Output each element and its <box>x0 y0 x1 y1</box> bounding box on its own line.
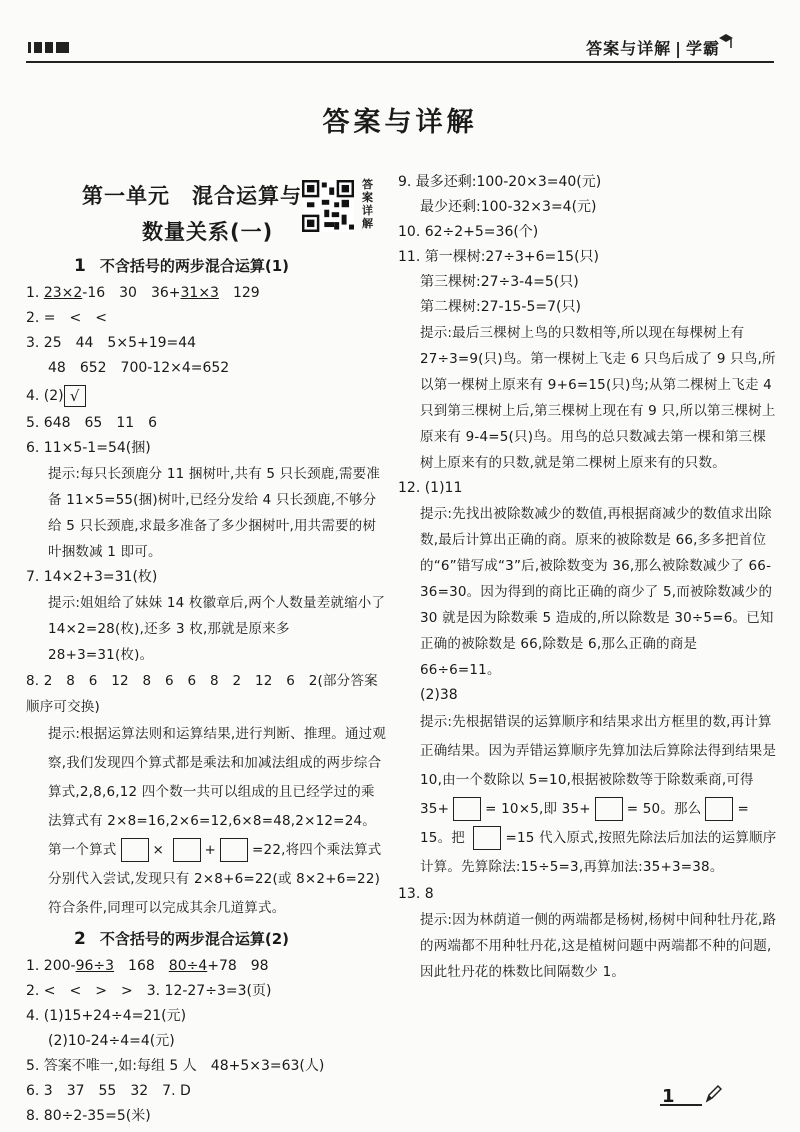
answer-text: 168 <box>114 958 169 974</box>
underlined-step: 96÷3 <box>75 958 115 974</box>
unit-heading <box>26 170 388 250</box>
blank-box <box>173 838 201 862</box>
answer-text: 1. 200- <box>26 958 76 974</box>
hint-text: 10×5,即 35+ <box>501 801 591 817</box>
answer-2-5: 5. 答案不唯一,如:每组 5 人 48+5×3=63(人) <box>26 1058 325 1074</box>
answer-text: 129 <box>218 285 260 301</box>
answer-11b: 第三棵树:27÷3-4=5(只) <box>420 274 579 290</box>
right-column <box>398 170 778 985</box>
blank-box <box>473 826 501 850</box>
answer-2-1 <box>26 954 388 979</box>
answer-2-8: 8. 80÷2-35=5(米) <box>26 1108 151 1124</box>
header-section-label: 答案与详解 <box>586 39 672 58</box>
blank-box <box>595 797 623 821</box>
header-marker <box>28 42 69 53</box>
hint-text: =15 代入原式,按照先除法后加法的运算顺序计算。先算除法:15÷5=3,再算加法:35+3=38。 <box>420 830 777 875</box>
answer-1-5: 5. 648 65 11 6 <box>26 415 158 431</box>
underlined-step: 31×3 <box>180 285 219 301</box>
section-title: 不含括号的两步混合运算(1) <box>99 257 289 275</box>
answer-1-8: 8. 2 8 6 12 8 6 6 8 2 12 6 2(部分答案顺序可交换) <box>26 673 378 715</box>
qr-code-icon[interactable] <box>302 180 354 232</box>
section-title: 不含括号的两步混合运算(2) <box>99 930 289 948</box>
answer-2-6: 6. 3 37 55 32 7. D <box>26 1083 191 1099</box>
hint-text: 提示:根据运算法则和运算结果,进行判断、推理。通过观察,我们发现四个算式都是乘法和加减法组成的两步综合算式,2,8,6,12 四个数一共可以组成的且已经学过的乘法算式有 2×8=16,2×6=12,6×8=48,2×12=24。第一个算式 <box>48 726 387 858</box>
unit-title-line1: 第一单元 混合运算与 <box>82 184 302 208</box>
hint-text: =22,将四个乘法算式分别代入尝试, <box>48 842 382 887</box>
qr-caption: 答案详解 <box>362 178 373 230</box>
page-number-rule <box>660 1104 702 1106</box>
answer-text: 4. (2) <box>26 388 64 404</box>
checkmark-box: √ <box>64 385 86 407</box>
section-heading-2 <box>26 927 388 952</box>
section-number: 1 <box>74 256 86 276</box>
answer-9a: 9. 最多还剩:100-20×3=40(元) <box>398 174 602 190</box>
answer-12a: 12. (1)11 <box>398 480 463 496</box>
answer-2-4a: 4. (1)15+24÷4=21(元) <box>26 1008 187 1024</box>
hint-text: = 50。那么 <box>626 801 702 817</box>
answer-text: -16 30 36+ <box>82 285 181 301</box>
blank-box <box>220 838 248 862</box>
answer-13: 13. 8 <box>398 886 434 902</box>
header-right <box>586 36 720 59</box>
answer-11c: 第二棵树:27-15-5=7(只) <box>420 299 581 315</box>
section-number: 2 <box>74 929 86 949</box>
underlined-step: 23×2 <box>43 285 83 301</box>
left-column <box>26 170 388 1129</box>
answer-11a: 11. 第一棵树:27÷3+6=15(只) <box>398 249 599 265</box>
pencil-icon <box>704 1084 722 1104</box>
answer-1-7: 7. 14×2+3=31(枚) <box>26 569 158 585</box>
hint-text: 提示:先根据错误的运算顺序和结果求出方框里的数,再计算正确结果。因为弄错运算顺序先算加法后算除法得到结果是 10,由一个数除以 5=10,根据被除数等于除数乘商,可得 35+ <box>420 714 777 817</box>
hint-text: = 15。把 <box>420 801 749 846</box>
hint-text: + <box>204 842 217 858</box>
answer-9b: 最少还剩:100-32×3=4(元) <box>420 199 597 215</box>
answer-1-3a: 3. 25 44 5×5+19=44 <box>26 335 197 351</box>
answer-2-2: 2. < < > > 3. 12-27÷3=3(页) <box>26 983 272 999</box>
header-rule <box>26 61 774 63</box>
blank-box <box>705 797 733 821</box>
header-separator: | <box>675 39 682 58</box>
hint-13: 提示:因为林荫道一侧的两端都是杨树,杨树中间种牡丹花,路的两端都不用种牡丹花,这是植树问题中两端都不种的问题,因此牡丹花的株数比间隔数少 1。 <box>420 912 777 980</box>
hint-12b <box>398 708 778 882</box>
hint-text: 发现只有 2×8+6=22(或 8×2+6=22)符合条件,同理可以完成其余几道算式。 <box>48 871 381 916</box>
unit-title-line2: 数量关系(一) <box>142 220 274 244</box>
hint-text: = <box>485 801 497 817</box>
blank-box <box>453 797 481 821</box>
hint-1-7: 提示:姐姐给了妹妹 14 枚徽章后,两个人数量差就缩小了 14×2=28(枚),还多 3 枚,那就是原来多 28+3=31(枚)。 <box>48 595 386 663</box>
hint-1-8 <box>26 720 388 923</box>
section-heading-1 <box>26 254 388 279</box>
answer-text: 1. <box>26 285 40 301</box>
answer-1-3b: 48 652 700-12×4=652 <box>48 360 230 376</box>
hint-12a: 提示:先找出被除数减少的数值,再根据商减少的数值求出除数,最后计算出正确的商。原来的被除数是 66,多多把首位的“6”错写成“3”后,被除数变为 36,那么被除数减少了 66-36=30。因为得到的商比正确的商少了 5,而被除数减少的 30 就是因为除数乘 5 造成的,所以除数是 30÷5=6。已知正确的被除数是 66,除数是 6,那么正确的商是 66÷6=11。 <box>420 506 774 678</box>
answer-1-1 <box>26 281 388 306</box>
answer-2-4b: (2)10-24÷4=4(元) <box>48 1033 175 1049</box>
answer-1-6: 6. 11×5-1=54(捆) <box>26 440 151 456</box>
answer-12b: (2)38 <box>420 687 458 703</box>
graduation-cap-icon <box>718 32 734 52</box>
page-number: 1 <box>662 1086 675 1107</box>
hint-1-6: 提示:每只长颈鹿分 11 捆树叶,共有 5 只长颈鹿,需要准备 11×5=55(捆)树叶,已经分发给 4 只长颈鹿,不够分给 5 只长颈鹿,求最多准备了多少捆树叶,用共需要的树叶捆数减 1 即可。 <box>48 466 381 560</box>
page-title: 答案与详解 <box>322 107 478 138</box>
hint-11: 提示:最后三棵树上鸟的只数相等,所以现在每棵树上有 27÷3=9(只)鸟。第一棵树上飞走 6 只鸟后成了 9 只鸟,所以第一棵树上原来有 9+6=15(只)鸟;从第二棵树上飞走 4 只到第三棵树上后,第三棵树上现在有 9 只,所以第三棵树上原来有 9-4=5(只)鸟。用鸟的总只数减去第一棵和第三棵树上原来有的只数,就是第二棵树上原来有的只数。 <box>420 325 776 471</box>
header-brand: 学霸 <box>685 39 720 58</box>
underlined-step: 80÷4 <box>168 958 208 974</box>
hint-text: × <box>152 842 165 858</box>
answer-10: 10. 62÷2+5=36(个) <box>398 224 539 240</box>
blank-box <box>121 838 149 862</box>
answer-1-4 <box>26 381 388 411</box>
answer-1-2: 2. = < < <box>26 310 107 326</box>
answer-text: +78 98 <box>207 958 269 974</box>
